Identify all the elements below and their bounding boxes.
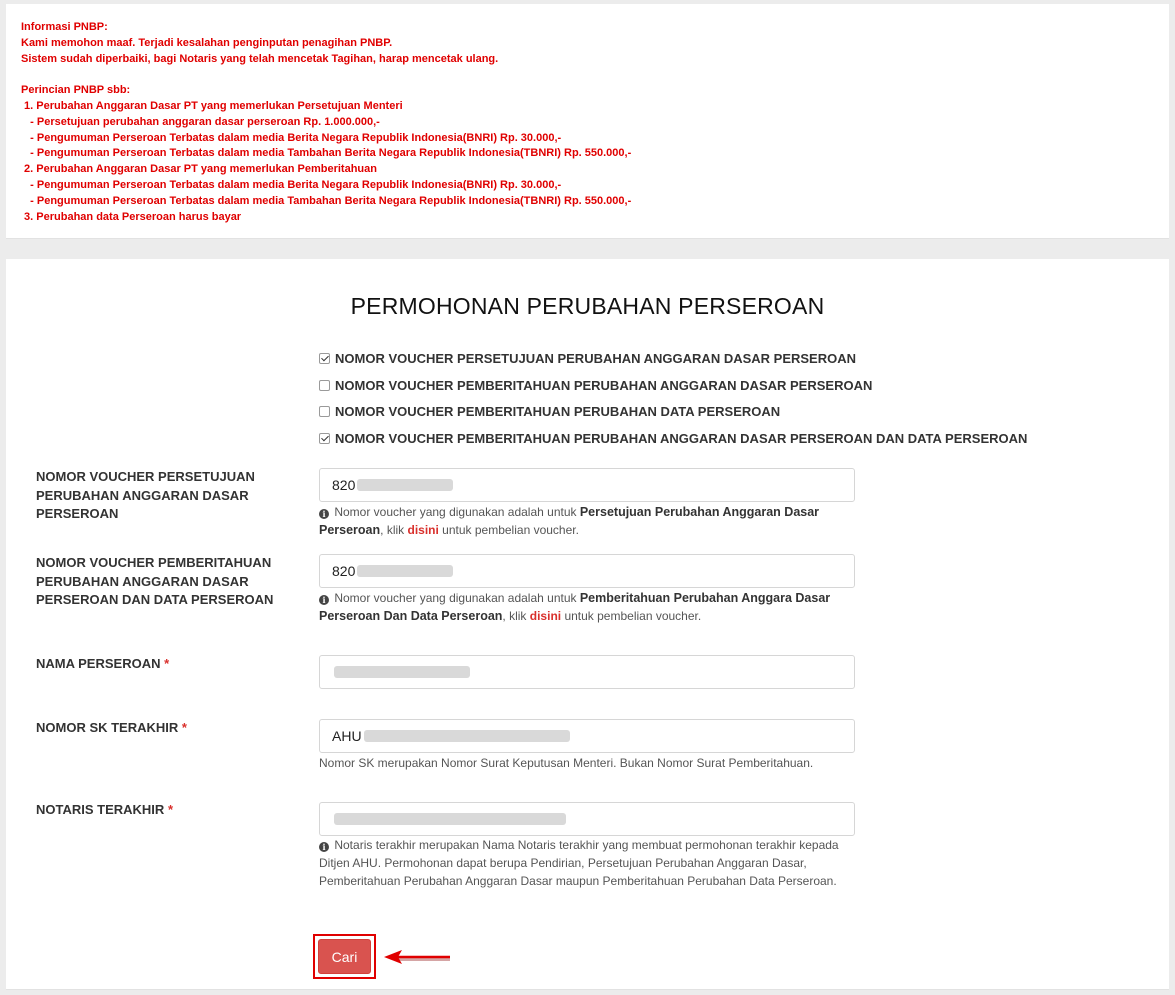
highlight-frame	[313, 934, 376, 979]
redacted-value	[357, 565, 453, 577]
help-voucher-pemberitahuan	[319, 589, 864, 625]
required-mark: *	[167, 802, 173, 817]
cari-button[interactable]: Cari	[318, 939, 371, 974]
label-line: PERUBAHAN ANGGARAN DASAR	[36, 487, 249, 503]
label-line: PERUBAHAN ANGGARAN DASAR	[36, 573, 249, 589]
input-value: 820	[332, 563, 356, 579]
help-notaris	[319, 836, 859, 890]
help-text: , klik	[502, 609, 530, 623]
buy-voucher-link[interactable]: disini	[407, 523, 439, 537]
info-line	[21, 67, 1154, 83]
info-circle-icon: i	[319, 842, 329, 852]
info-line: 2. Perubahan Anggaran Dasar PT yang memerlukan Pemberitahuan	[21, 163, 377, 176]
label-text: NAMA PERSEROAN	[36, 656, 161, 671]
input-value: AHU	[332, 728, 362, 744]
help-text: Notaris terakhir merupakan Nama Notaris terakhir yang membuat permohonan terakhir kepada Ditjen AHU. Permohonan dapat berupa Pendirian, Persetujuan Perubahan Anggaran Dasar, Pemberitahuan Perubahan Anggaran Dasar maupun Pemberitahuan Perubahan Data Perseroan.	[319, 838, 839, 888]
redacted-value	[334, 666, 470, 678]
pnbp-info-panel	[6, 4, 1169, 239]
info-line: 1. Perubahan Anggaran Dasar PT yang memerlukan Persetujuan Menteri	[21, 99, 403, 112]
required-mark: *	[164, 656, 170, 671]
info-line: - Pengumuman Perseroan Terbatas dalam media Tambahan Berita Negara Republik Indonesia(TBNRI) Rp. 550.000,-	[21, 194, 632, 207]
info-line: 3. Perubahan data Perseroan harus bayar	[21, 210, 242, 223]
required-mark: *	[181, 720, 187, 735]
info-line: - Pengumuman Perseroan Terbatas dalam media Tambahan Berita Negara Republik Indonesia(TBNRI) Rp. 550.000,-	[21, 147, 632, 160]
buy-voucher-link[interactable]: disini	[529, 609, 562, 623]
checkbox-row-pemberitahuan-ad-data[interactable]	[319, 430, 1027, 446]
checkbox-label[interactable]: NOMOR VOUCHER PEMBERITAHUAN PERUBAHAN DATA PERSEROAN	[335, 403, 781, 419]
checkbox-pemberitahuan-ad-data[interactable]	[319, 433, 330, 444]
checkbox-label[interactable]: NOMOR VOUCHER PEMBERITAHUAN PERUBAHAN ANGGARAN DASAR PERSEROAN DAN DATA PERSEROAN	[335, 430, 1028, 446]
input-value: 820	[332, 477, 356, 493]
label-nomor-sk	[36, 719, 286, 738]
info-line: Perincian PNBP sbb:	[21, 84, 131, 97]
label-voucher-pemberitahuan	[36, 554, 286, 610]
label-notaris	[36, 801, 286, 820]
nama-perseroan-input[interactable]	[319, 655, 855, 689]
label-line: NOMOR VOUCHER PERSETUJUAN	[36, 469, 255, 484]
help-bold: Persetujuan Perubahan Anggaran Dasar Perseroan	[319, 505, 820, 537]
info-line: - Pengumuman Perseroan Terbatas dalam media Berita Negara Republik Indonesia(BNRI) Rp. 30.000,-	[21, 178, 562, 191]
checkbox-pemberitahuan-ad[interactable]	[319, 380, 330, 391]
info-line: Kami memohon maaf. Terjadi kesalahan penginputan penagihan PNBP.	[21, 36, 393, 49]
checkbox-row-pemberitahuan-data[interactable]	[319, 403, 780, 419]
checkbox-persetujuan[interactable]	[319, 353, 330, 364]
help-text: Nomor voucher yang digunakan adalah untuk	[334, 505, 580, 519]
help-bold: Pemberitahuan Perubahan Anggara Dasar Perseroan Dan Data Perseroan	[319, 591, 831, 623]
voucher-persetujuan-input[interactable]	[319, 468, 855, 502]
info-line: - Pengumuman Perseroan Terbatas dalam media Berita Negara Republik Indonesia(BNRI) Rp. 30.000,-	[21, 131, 562, 144]
label-line: PERSEROAN DAN DATA PERSEROAN	[36, 592, 274, 607]
checkbox-label[interactable]: NOMOR VOUCHER PEMBERITAHUAN PERUBAHAN ANGGARAN DASAR PERSEROAN	[335, 377, 873, 393]
page-title: PERMOHONAN PERUBAHAN PERSEROAN	[350, 293, 825, 319]
checkbox-label[interactable]: NOMOR VOUCHER PERSETUJUAN PERUBAHAN ANGGARAN DASAR PERSEROAN	[335, 350, 857, 366]
nomor-sk-input[interactable]	[319, 719, 855, 753]
label-voucher-persetujuan	[36, 468, 286, 524]
label-line: NOMOR VOUCHER PEMBERITAHUAN	[36, 555, 272, 570]
info-circle-icon: i	[319, 509, 329, 519]
redacted-value	[334, 813, 566, 825]
label-text: NOTARIS TERAKHIR	[36, 802, 165, 817]
help-text: untuk pembelian voucher.	[438, 523, 579, 537]
help-text: , klik	[380, 523, 408, 537]
label-nama-perseroan	[36, 655, 286, 674]
info-circle-icon: i	[319, 595, 329, 605]
info-line: - Persetujuan perubahan anggaran dasar perseroan Rp. 1.000.000,-	[21, 115, 380, 128]
help-text: Nomor voucher yang digunakan adalah untuk	[334, 591, 580, 605]
info-line: Informasi PNBP:	[21, 21, 108, 33]
help-nomor-sk: Nomor SK merupakan Nomor Surat Keputusan Menteri. Bukan Nomor Surat Pemberitahuan.	[319, 756, 814, 770]
redacted-value	[357, 479, 453, 491]
label-line: PERSEROAN	[36, 506, 119, 521]
form-panel	[6, 259, 1169, 990]
help-voucher-persetujuan	[319, 503, 864, 539]
checkbox-row-persetujuan[interactable]	[319, 350, 856, 366]
notaris-input[interactable]	[319, 802, 855, 836]
checkbox-row-pemberitahuan-ad[interactable]	[319, 377, 872, 393]
label-text: NOMOR SK TERAKHIR	[36, 720, 179, 735]
arrow-left-icon	[382, 947, 452, 969]
help-text: untuk pembelian voucher.	[561, 609, 702, 623]
checkbox-pemberitahuan-data[interactable]	[319, 406, 330, 417]
voucher-pemberitahuan-input[interactable]	[319, 554, 855, 588]
redacted-value	[364, 730, 570, 742]
info-line: Sistem sudah diperbaiki, bagi Notaris yang telah mencetak Tagihan, harap mencetak ulang.	[21, 52, 499, 65]
